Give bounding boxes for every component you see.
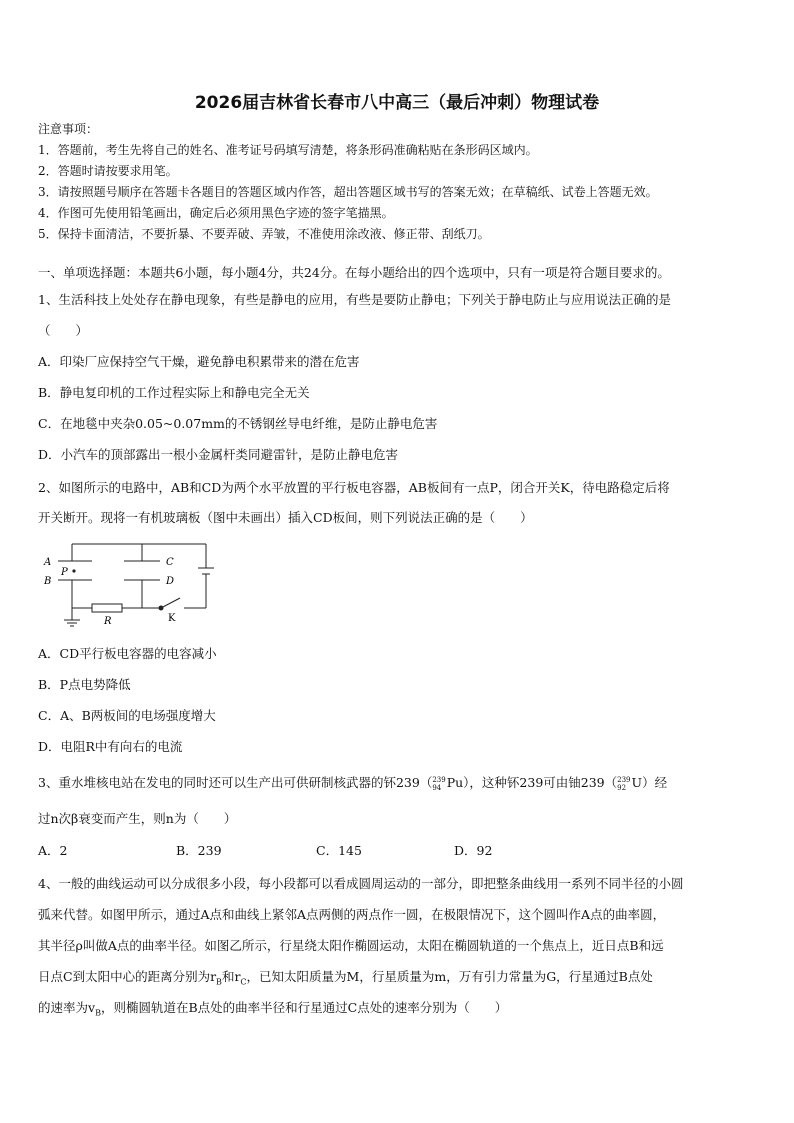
question-stem: 2、如图所示的电路中，AB和CD为两个水平放置的平行板电容器，AB板间有一点P，闭合开关K，待电路稳定后将: [38, 480, 670, 495]
label-a: A: [44, 557, 52, 568]
isotope-u: [617, 775, 642, 792]
text-part: 和r: [221, 969, 241, 984]
label-p: P: [61, 567, 68, 578]
text-part: 日点C到太阳中心的距离分别为r: [38, 969, 217, 984]
question-text: 其半径ρ叫做A点的曲率半径。如图乙所示，行星绕太阳作椭圆运动，太阳在椭圆轨道的一个焦点上，近日点B和远: [38, 938, 664, 953]
note-item: 4．作图可先使用铅笔画出，确定后必须用黑色字迹的签字笔描黑。: [38, 206, 394, 220]
section-heading: 一、单项选择题：本题共6小题，每小题4分，共24分。在每小题给出的四个选项中，只有一项是符合题目要求的。: [38, 265, 670, 280]
notes-heading: 注意事项：: [38, 122, 99, 136]
element-symbol: U: [631, 775, 643, 790]
option-a: A．2: [38, 843, 68, 858]
stem-part: 3、重水堆核电站在发电的同时还可以生产出可供研制核武器的钚239（: [38, 775, 433, 790]
isotope-pu: [432, 775, 463, 792]
stem-part: ），这种钚239可由铀239（: [463, 775, 618, 790]
switch-k: [161, 598, 180, 608]
page-title: 2026届吉林省长春市八中高三（最后冲刺）物理试卷: [194, 93, 600, 113]
option-b: B．239: [176, 843, 222, 858]
option-d: D．92: [454, 843, 493, 858]
option-b: B．静电复印机的工作过程实际上和静电完全无关: [38, 385, 310, 400]
subscript: C: [240, 977, 247, 987]
note-item: 2．答题时请按要求用笔。: [38, 164, 178, 178]
mass-number: 239: [617, 775, 631, 784]
subscript: B: [95, 1008, 101, 1018]
label-k: K: [168, 613, 176, 624]
resistor-r: [92, 604, 122, 612]
question-text: [38, 969, 758, 991]
circuit-diagram: [34, 536, 224, 636]
question-stem: [38, 775, 758, 792]
note-item: 1．答题前，考生先将自己的姓名、准考证号码填写清楚，将条形码准确粘贴在条形码区域内。: [38, 143, 538, 157]
text-part: 的速率为v: [38, 1000, 96, 1015]
option-c: C．在地毯中夹杂0.05~0.07mm的不锈钢丝导电纤维，是防止静电危害: [38, 416, 438, 431]
question-text: [38, 1000, 758, 1022]
note-item: 5．保持卡面清洁，不要折暴、不要弄破、弄皱，不准使用涂改液、修正带、刮纸刀。: [38, 227, 490, 241]
option-a: A．CD平行板电容器的电容减小: [38, 646, 217, 661]
option-c: C．A、B两板间的电场强度增大: [38, 708, 216, 723]
element-symbol: Pu: [446, 775, 464, 790]
stem-part: ）经: [642, 775, 668, 790]
question-stem: 开关断开。现将一有机玻璃板（图中未画出）插入CD板间，则下列说法正确的是（ ）: [38, 510, 533, 525]
option-a: A．印染厂应保持空气干燥，避免静电积累带来的潜在危害: [38, 354, 360, 369]
mass-number: 239: [432, 775, 446, 784]
note-item: 3．请按照题号顺序在答题卡各题目的答题区域内作答，超出答题区域书写的答案无效；在草稿纸、试卷上答题无效。: [38, 185, 658, 199]
atomic-number: 92: [617, 783, 627, 792]
question-text: 4、一般的曲线运动可以分成很多小段，每小段都可以看成圆周运动的一部分，即把整条曲线用一系列不同半径的小圆: [38, 876, 684, 891]
question-text: 弧来代替。如图甲所示，通过A点和曲线上紧邻A点两侧的两点作一圆，在极限情况下，这个圆叫作A点的曲率圆，: [38, 907, 666, 922]
question-stem: 过n次β衰变而产生，则n为（ ）: [38, 811, 237, 826]
atomic-number: 94: [432, 783, 442, 792]
label-c: C: [166, 557, 174, 568]
option-b: B．P点电势降低: [38, 677, 131, 692]
question-stem: 1、生活科技上处处存在静电现象，有些是静电的应用，有些是要防止静电；下列关于静电防止与应用说法正确的是: [38, 292, 671, 307]
point-p: [72, 569, 75, 572]
label-d: D: [166, 576, 175, 587]
label-r: R: [104, 616, 112, 627]
option-row: [38, 843, 758, 859]
label-b: B: [44, 576, 52, 587]
text-part: ，已知太阳质量为M，行星质量为m，万有引力常量为G，行星通过B点处: [246, 969, 653, 984]
option-d: D．电阻R中有向右的电流: [38, 739, 183, 754]
answer-bracket: （ ）: [38, 323, 89, 338]
subscript: B: [216, 977, 222, 987]
text-part: ，则椭圆轨道在B点处的曲率半径和行星通过C点处的速率分别为（ ）: [100, 1000, 508, 1015]
option-c: C．145: [316, 843, 362, 858]
option-d: D．小汽车的顶部露出一根小金属杆类同避雷针，是防止静电危害: [38, 447, 399, 462]
